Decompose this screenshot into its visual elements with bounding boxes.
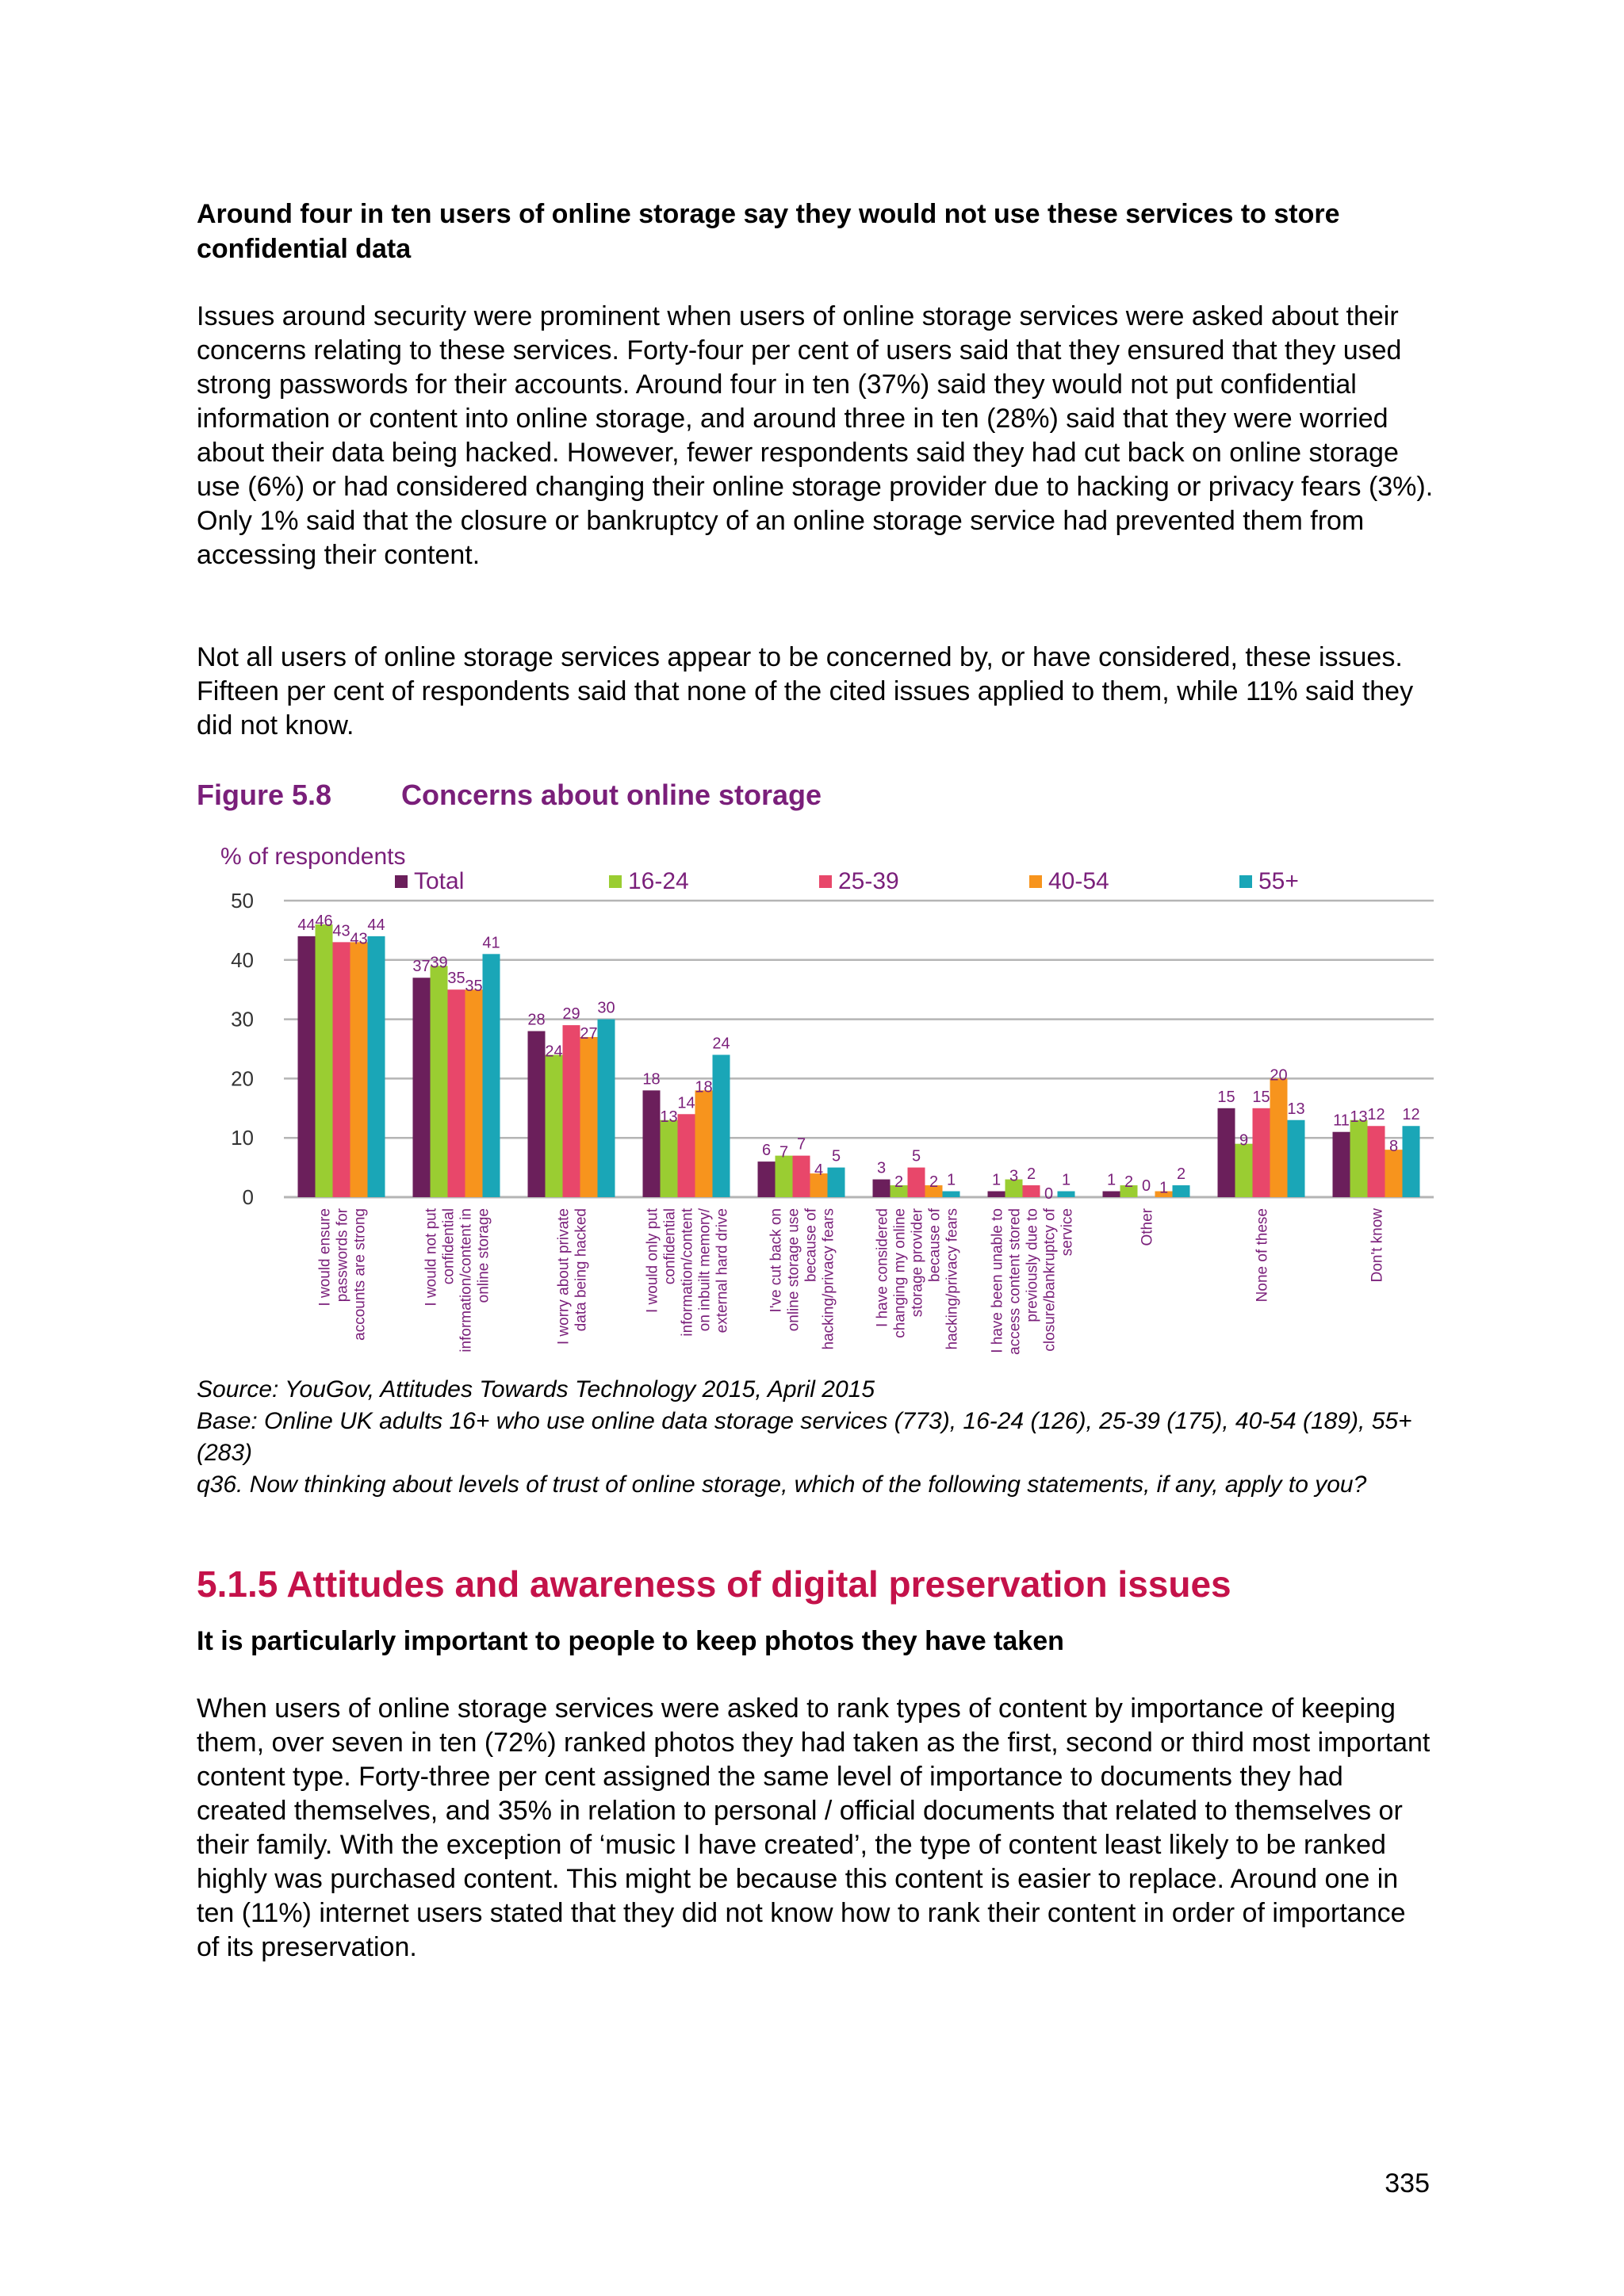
- chart-bar: [598, 1020, 615, 1197]
- chart-bar: [678, 1114, 695, 1197]
- intro-paragraph: Issues around security were prominent when users of online storage services were asked about their concerns relating to these services. Forty-four per cent of users said that they ensured that they used strong passwords for their accounts. Around four in ten (37%) said they would not put confidential information or content into online storage, and around three in ten (28%) said that they were worried about their data being hacked. However, fewer respondents said they had cut back on online storage use (6%) or had considered changing their online storage provider due to hacking or privacy fears (3%). Only 1% said that the closure or bankruptcy of an online storage service had prevented them from accessing their content.: [197, 301, 1434, 570]
- data-label: 5: [911, 1147, 921, 1165]
- data-label: 0: [1044, 1185, 1054, 1203]
- chart-bar: [1103, 1192, 1120, 1197]
- data-label: 43: [350, 930, 368, 948]
- y-tick-label: 20: [231, 1066, 254, 1091]
- data-label: 2: [1176, 1165, 1186, 1184]
- category-label: I worry about private: [555, 1208, 573, 1345]
- category-label: None of these: [1254, 1208, 1271, 1303]
- data-label: 2: [929, 1173, 939, 1192]
- data-label: 9: [1239, 1131, 1249, 1150]
- category-label: I would only put: [644, 1208, 661, 1314]
- category-label: hacking/privacy fears: [944, 1208, 961, 1350]
- y-tick-label: 0: [242, 1185, 254, 1209]
- chart-bar: [316, 924, 333, 1197]
- category-label: online storage use: [785, 1208, 802, 1332]
- y-tick-label: 10: [231, 1126, 254, 1150]
- category-label: Don't know: [1369, 1208, 1386, 1283]
- data-label: 8: [1388, 1138, 1399, 1156]
- legend-swatch: [609, 875, 622, 888]
- chart-bar: [1385, 1150, 1403, 1197]
- category-label: I would ensure: [316, 1208, 334, 1307]
- chart-bar: [563, 1025, 580, 1197]
- preservation-paragraph: When users of online storage services were asked to rank types of content by importance of keeping them, over seven in ten (72%) ranked photos they had taken as the first, second or third most important content type. Forty-three per cent assigned the same level of importance to documents they had created themselves, and 35% in relation to personal / official documents that related to themselves or their family. With the exception of ‘music I have created’, the type of content least likely to be ranked highly was purchased content. This might be because this content is easier to replace. Around one in ten (11%) internet users stated that they did not know how to rank their content in order of importance of its preservation.: [197, 1693, 1431, 1962]
- category-label: previously due to: [1024, 1208, 1041, 1322]
- data-label: 35: [447, 970, 465, 988]
- chart-bar: [828, 1168, 845, 1197]
- data-label: 1: [946, 1171, 956, 1189]
- chart-bar: [465, 989, 483, 1197]
- data-label: 39: [430, 954, 448, 972]
- chart-bar: [1253, 1108, 1270, 1197]
- chart-bar: [431, 966, 448, 1197]
- figure-number: Figure 5.8: [197, 779, 332, 811]
- category-label: passwords for: [334, 1208, 351, 1303]
- data-label: 1: [991, 1171, 1002, 1189]
- chart-bar: [368, 936, 385, 1197]
- chart-bar: [1270, 1078, 1288, 1197]
- chart-bar: [580, 1037, 598, 1197]
- chart-bar: [483, 954, 500, 1197]
- y-axis-label: % of respondents: [220, 844, 406, 870]
- category-label: because of: [802, 1208, 820, 1282]
- legend-label: 25-39: [838, 868, 899, 894]
- category-label: service: [1059, 1208, 1076, 1257]
- legend-swatch: [1029, 875, 1042, 888]
- data-label: 27: [580, 1025, 598, 1043]
- chart-bar: [1023, 1185, 1040, 1197]
- chart-bar: [988, 1192, 1005, 1197]
- chart-bar: [943, 1192, 960, 1197]
- data-label: 2: [894, 1173, 904, 1192]
- data-label: 15: [1217, 1088, 1235, 1106]
- legend-label: Total: [414, 868, 465, 894]
- legend-swatch: [1239, 875, 1252, 888]
- chart-bar: [298, 936, 316, 1197]
- data-label: 24: [545, 1043, 563, 1061]
- data-label: 30: [597, 999, 615, 1017]
- category-label: I would not put: [423, 1208, 440, 1307]
- data-label: 14: [677, 1094, 695, 1112]
- data-label: 2: [1026, 1165, 1036, 1184]
- data-label: 4: [814, 1161, 824, 1180]
- chart-bar: [713, 1054, 730, 1197]
- chart-bar: [873, 1180, 891, 1197]
- data-label: 44: [297, 916, 316, 934]
- data-label: 1: [1106, 1171, 1116, 1189]
- chart-bar: [333, 942, 350, 1197]
- data-label: 41: [482, 934, 500, 952]
- page-number: 335: [1385, 2168, 1430, 2198]
- category-label: changing my online: [891, 1208, 909, 1338]
- chart-bar: [1235, 1144, 1253, 1197]
- chart-bar: [695, 1090, 713, 1197]
- y-tick-label: 40: [231, 947, 254, 972]
- chart-bar: [350, 942, 368, 1197]
- source-line: Source: YouGov, Attitudes Towards Technology 2015, April 2015: [197, 1376, 875, 1402]
- category-label: I've cut back on: [768, 1208, 785, 1313]
- data-label: 43: [332, 922, 350, 940]
- base-line: Base: Online UK adults 16+ who use online data storage services (773), 16-24 (126), 25-39 (175), 40-54 (189), 55+ (283): [197, 1408, 1412, 1466]
- figure-caption: Concerns about online storage: [401, 779, 822, 811]
- data-label: 3: [1009, 1167, 1019, 1185]
- section-heading: Around four in ten users of online storage say they would not use these services to store confidential data: [197, 199, 1340, 264]
- category-label: online storage: [475, 1208, 492, 1303]
- data-label: 3: [876, 1159, 887, 1177]
- chart-bar: [1350, 1120, 1368, 1197]
- category-label: data being hacked: [573, 1208, 590, 1332]
- second-paragraph: Not all users of online storage services appear to be concerned by, or have considered, these issues. Fifteen per cent of respondents said that none of the cited issues applied to them, while 11% said they did not know.: [197, 642, 1414, 740]
- legend-label: 16-24: [628, 868, 689, 894]
- subsection-heading: It is particularly important to people to keep photos they have taken: [197, 1626, 1064, 1656]
- chart-bar: [661, 1120, 678, 1197]
- data-label: 6: [761, 1142, 772, 1160]
- data-label: 1: [1061, 1171, 1071, 1189]
- data-label: 37: [412, 958, 431, 976]
- category-label: hacking/privacy fears: [820, 1208, 837, 1350]
- chart-bar: [413, 978, 431, 1197]
- legend-label: 55+: [1258, 868, 1299, 894]
- category-label: Other: [1139, 1208, 1156, 1246]
- chart-bar: [1368, 1126, 1385, 1197]
- category-label: accounts are strong: [351, 1208, 369, 1341]
- data-label: 7: [796, 1135, 806, 1154]
- chart-bar: [793, 1156, 810, 1197]
- data-label: 7: [779, 1143, 789, 1161]
- chart-bar: [448, 989, 465, 1197]
- category-label: on inbuilt memory/: [696, 1208, 714, 1332]
- y-tick-label: 50: [231, 889, 254, 913]
- data-label: 12: [1402, 1106, 1420, 1124]
- chart-bar: [643, 1090, 661, 1197]
- data-label: 46: [315, 912, 333, 930]
- data-label: 12: [1367, 1106, 1385, 1124]
- category-label: external hard drive: [714, 1208, 731, 1334]
- concerns-bar-chart: [197, 831, 1450, 1370]
- data-label: 35: [465, 978, 483, 996]
- figure-title: [197, 779, 1434, 812]
- legend-label: 40-54: [1048, 868, 1109, 894]
- chart-bar: [528, 1031, 546, 1197]
- chart-bar: [1333, 1132, 1350, 1197]
- data-label: 13: [1287, 1100, 1305, 1118]
- chart-bar: [1058, 1192, 1075, 1197]
- category-label: storage provider: [909, 1208, 926, 1318]
- legend-swatch: [395, 875, 408, 888]
- legend-swatch: [819, 875, 832, 888]
- chart-bar: [1288, 1120, 1305, 1197]
- category-label: information/content in: [458, 1208, 475, 1353]
- category-label: closure/bankruptcy of: [1041, 1208, 1059, 1352]
- data-label: 2: [1124, 1173, 1134, 1192]
- chart-bar: [908, 1168, 925, 1197]
- data-label: 15: [1252, 1088, 1270, 1106]
- data-label: 13: [1350, 1108, 1368, 1126]
- category-label: because of: [926, 1208, 944, 1282]
- data-label: 13: [660, 1108, 678, 1126]
- chart-source: [197, 1374, 1434, 1501]
- category-label: information/content: [679, 1208, 696, 1337]
- data-label: 44: [367, 916, 385, 934]
- data-label: 18: [642, 1070, 661, 1089]
- category-label: I have been unable to: [989, 1208, 1006, 1353]
- data-label: 5: [831, 1147, 841, 1165]
- data-label: 18: [695, 1078, 713, 1096]
- data-label: 0: [1141, 1177, 1151, 1195]
- category-label: confidential: [440, 1208, 458, 1285]
- chart-bar: [546, 1054, 563, 1197]
- data-label: 11: [1333, 1112, 1350, 1130]
- question-line: q36. Now thinking about levels of trust of online storage, which of the following statements, if any, apply to you?: [197, 1471, 1367, 1498]
- chart-bar: [776, 1156, 793, 1197]
- category-label: I have considered: [874, 1208, 891, 1327]
- y-tick-label: 30: [231, 1007, 254, 1031]
- chart-bar: [758, 1161, 776, 1197]
- data-label: 20: [1270, 1066, 1288, 1085]
- chart-bar: [1403, 1126, 1420, 1197]
- data-label: 24: [712, 1035, 730, 1053]
- chart-bar: [1218, 1108, 1235, 1197]
- data-label: 1: [1159, 1179, 1169, 1197]
- category-label: access content stored: [1006, 1208, 1024, 1355]
- data-label: 28: [527, 1011, 546, 1029]
- section-title: 5.1.5 Attitudes and awareness of digital preservation issues: [197, 1563, 1231, 1605]
- category-label: confidential: [661, 1208, 679, 1285]
- data-label: 29: [562, 1005, 580, 1024]
- chart-bar: [1173, 1185, 1190, 1197]
